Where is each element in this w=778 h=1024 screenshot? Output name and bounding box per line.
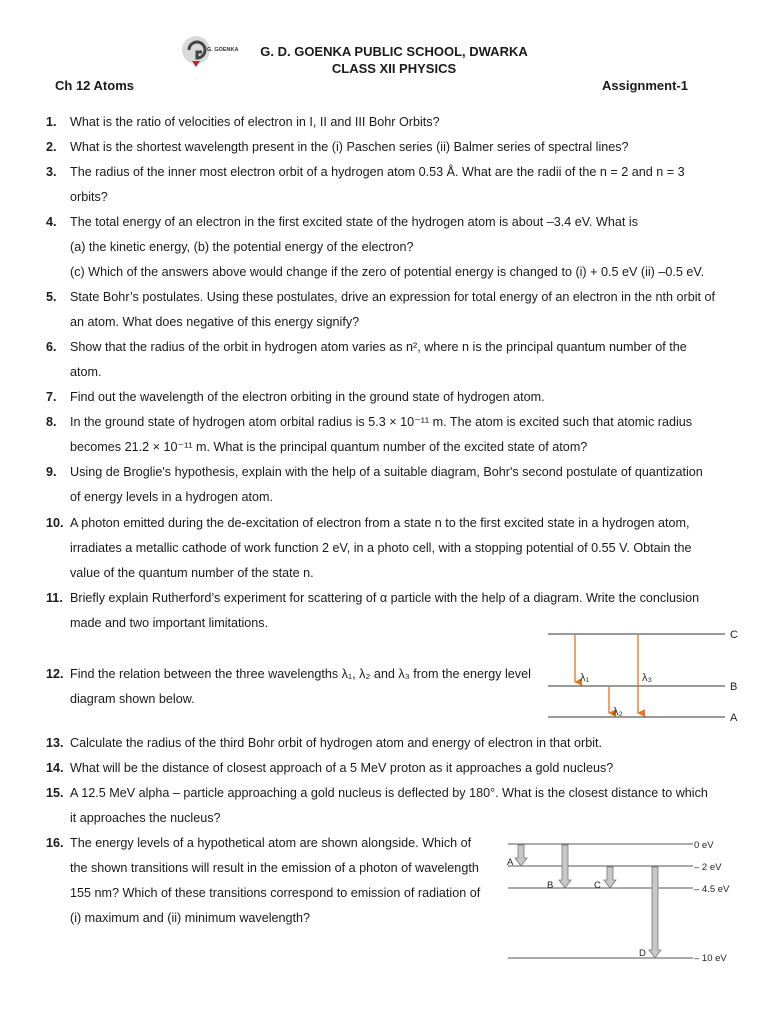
transition-a-arrow <box>515 845 527 866</box>
question-text: Find the relation between the three wavelengths λ₁, λ₂ and λ₃ from the energy level <box>70 667 531 681</box>
question-text: diagram shown below. <box>70 692 195 706</box>
question-text: made and two important limitations. <box>70 616 269 630</box>
question-number: 10. <box>46 516 64 530</box>
level-minus2ev-label: – 2 eV <box>694 862 722 873</box>
question-number: 3. <box>46 165 57 179</box>
transition-d-arrow <box>649 867 661 958</box>
level-minus4-5ev-label: – 4.5 eV <box>694 884 730 895</box>
question-number: 6. <box>46 340 57 354</box>
question-text: orbits? <box>70 190 108 204</box>
question-text: What is the shortest wavelength present in the (i) Paschen series (ii) Balmer series of spectral lines? <box>70 140 629 154</box>
transition-c-label: C <box>594 880 601 891</box>
question-text: In the ground state of hydrogen atom orbital radius is 5.3 × 10⁻¹¹ m. The atom is excited such that atomic radius <box>70 415 693 429</box>
question-number: 4. <box>46 215 57 229</box>
question-text: State Bohr’s postulates. Using these postulates, drive an expression for total energy of an electron in the nth orbit of <box>70 290 715 304</box>
question-text: Using de Broglie's hypothesis, explain with the help of a suitable diagram, Bohr's second postulate of quantization <box>70 465 703 479</box>
question-number: 8. <box>46 415 57 429</box>
question-text: Briefly explain Rutherford’s experiment for scattering of α particle with the help of a diagram. Write the conclusion <box>70 591 700 605</box>
question-text: it approaches the nucleus? <box>70 811 221 825</box>
transition-b-label: B <box>547 880 554 891</box>
transition-d-label: D <box>639 948 646 959</box>
question-number: 13. <box>46 736 64 750</box>
question-text: value of the quantum number of the state n. <box>70 566 314 580</box>
question-text: The energy levels of a hypothetical atom are shown alongside. Which of <box>70 836 472 850</box>
school-name: G. D. GOENKA PUBLIC SCHOOL, DWARKA <box>260 44 528 59</box>
question-number: 7. <box>46 390 57 404</box>
assignment-label: Assignment-1 <box>602 78 688 93</box>
question-text: Calculate the radius of the third Bohr orbit of hydrogen atom and energy of electron in that orbit. <box>70 736 603 750</box>
question-text: an atom. What does negative of this energy signify? <box>70 315 360 329</box>
question-number: 2. <box>46 140 57 154</box>
question-text: Find out the wavelength of the electron orbiting in the ground state of hydrogen atom. <box>70 390 545 404</box>
question-text: of energy levels in a hydrogen atom. <box>70 490 274 504</box>
question-number: 11. <box>46 591 63 605</box>
question-text: The total energy of an electron in the first excited state of the hydrogen atom is about –3.4 eV. What is <box>70 215 638 229</box>
question-number: 12. <box>46 667 64 681</box>
chapter-title: Ch 12 Atoms <box>55 78 134 93</box>
transition-c-arrow <box>604 867 616 888</box>
lambda1-label: λ₁ <box>580 672 590 684</box>
level-b-label: B <box>730 681 738 693</box>
question-text: 155 nm? Which of these transitions correspond to emission of radiation of <box>70 886 481 900</box>
question-text: Show that the radius of the orbit in hydrogen atom varies as n², where n is the principal quantum number of the <box>70 340 687 354</box>
question-text: atom. <box>70 365 102 379</box>
question-number: 15. <box>46 786 64 800</box>
question-text: The radius of the inner most electron orbit of a hydrogen atom 0.53 Å. What are the radii of the n = 2 and n = 3 <box>70 165 685 179</box>
question-number: 5. <box>46 290 57 304</box>
question-text: What is the ratio of velocities of electron in I, II and III Bohr Orbits? <box>70 115 440 129</box>
question-text: irradiates a metallic cathode of work function 2 eV, in a photo cell, with a stopping potential of 0.55 V. Obtain the <box>70 541 692 555</box>
logo-text: G. GOENKA <box>207 47 239 53</box>
q16-energy-diagram <box>500 832 750 968</box>
question-text: (c) Which of the answers above would change if the zero of potential energy is changed to (i) + 0.5 eV (ii) –0.5 eV. <box>70 265 705 279</box>
question-number: 14. <box>46 761 64 775</box>
level-minus10ev-label: – 10 eV <box>694 953 727 964</box>
level-a-label: A <box>730 712 738 724</box>
question-text: What will be the distance of closest approach of a 5 MeV proton as it approaches a gold nucleus? <box>70 761 614 775</box>
question-text: A photon emitted during the de-excitation of electron from a state n to the first excited state in a hydrogen atom, <box>70 516 690 530</box>
level-c-label: C <box>730 629 738 641</box>
question-number: 16. <box>46 836 64 850</box>
q12-energy-diagram <box>540 626 750 726</box>
question-number: 1. <box>46 115 57 129</box>
lambda2-label: λ₂ <box>613 706 623 718</box>
level-0ev-label: 0 eV <box>694 840 714 851</box>
class-line: CLASS XII PHYSICS <box>331 61 457 76</box>
transition-a-label: A <box>507 857 514 868</box>
question-text: (i) maximum and (ii) minimum wavelength? <box>70 911 311 925</box>
question-text: (a) the kinetic energy, (b) the potential energy of the electron? <box>70 240 414 254</box>
lambda3-label: λ₃ <box>642 672 652 684</box>
question-text: A 12.5 MeV alpha – particle approaching a gold nucleus is deflected by 180°. What is the closest distance to which <box>70 786 708 800</box>
question-text: the shown transitions will result in the emission of a photon of wavelength <box>70 861 479 875</box>
question-text: becomes 21.2 × 10⁻¹¹ m. What is the principal quantum number of the excited state of atom? <box>70 440 588 454</box>
question-number: 9. <box>46 465 57 479</box>
